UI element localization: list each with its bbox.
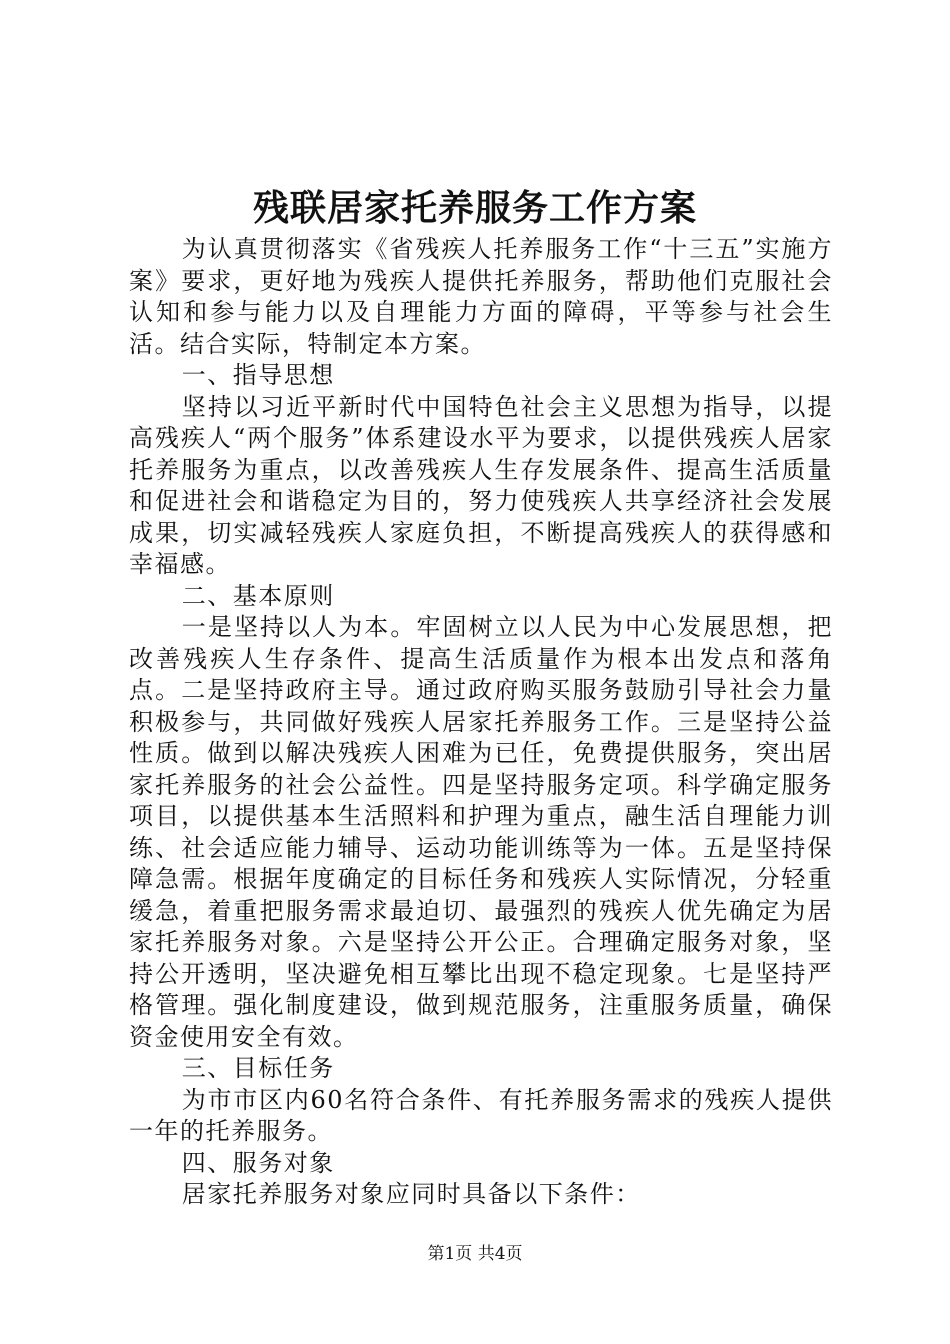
paragraph-basic-principles: 一是坚持以人为本。牢固树立以人民为中心发展思想，把改善残疾人生存条件、提高生活质量作为根本出发点和落角点。二是坚持政府主导。通过政府购买服务鼓励引导社会力量积极参与，共同做好残疾人居家托养服务工作。三是坚持公益性质。做到以解决残疾人困难为已任，免费提供服务，突出居家托养服务的社会公益性。四是坚持服务定项。科学确定服务项目，以提供基本生活照料和护理为重点，融生活自理能力训练、社会适应能力辅导、运动功能训练等为一体。五是坚持保障急需。根据年度确定的目标任务和残疾人实际情况，分轻重缓急，着重把服务需求最迫切、最强烈的残疾人优先确定为居家托养服务对象。六是坚持公开公正。合理确定服务对象，坚持公开透明，坚决避免相互攀比出现不稳定现象。七是坚持严格管理。强化制度建设，做到规范服务，注重服务质量，确保资金使用安全有效。 [129,613,833,1051]
paragraph-guiding-thought: 坚持以习近平新时代中国特色社会主义思想为指导，以提高残疾人“两个服务”体系建设水平为要求，以提供残疾人居家托养服务为重点，以改善残疾人生存发展条件、提高生活质量和促进社会和谐稳定为目的，努力使残疾人共享经济社会发展成果，切实减轻残疾人家庭负担，不断提高残疾人的获得感和幸福感。 [129,392,833,578]
paragraph-service-objects: 居家托养服务对象应同时具备以下条件： [181,1180,641,1208]
section-heading-guiding-thought: 一、指导思想 [181,361,335,389]
section-heading-basic-principles: 二、基本原则 [181,581,335,610]
paragraph-intro: 为认真贯彻落实《省残疾人托养服务工作“十三五”实施方案》要求，更好地为残疾人提供托养服务，帮助他们克服社会认知和参与能力以及自理能力方面的障碍，平等参与社会生活。结合实际，特制定本方案。 [129,235,833,358]
section-heading-target-tasks: 三、目标任务 [181,1054,335,1082]
page-footer: 第1页 共4页 [427,1244,523,1264]
document-title: 残联居家托养服务工作方案 [252,187,697,229]
paragraph-target-tasks: 为市市区内60名符合条件、有托养服务需求的残疾人提供一年的托养服务。 [129,1085,833,1145]
document-body [129,234,833,1211]
section-heading-service-objects: 四、服务对象 [181,1148,335,1177]
